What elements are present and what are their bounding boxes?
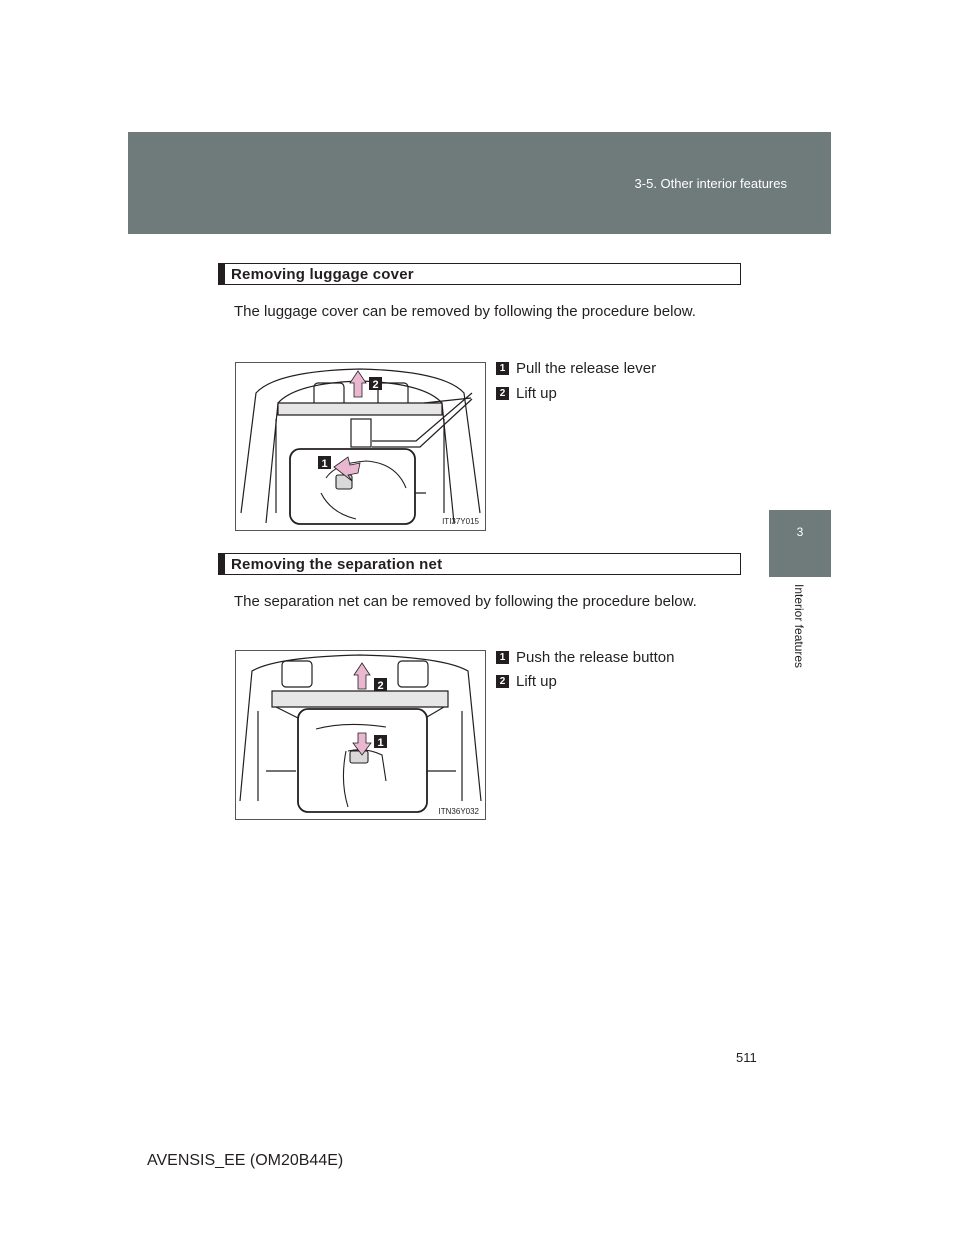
heading-bar	[219, 554, 225, 574]
step-2	[496, 673, 557, 690]
step-text: Lift up	[516, 385, 557, 402]
step-2	[496, 385, 557, 402]
step-text: Push the release button	[516, 649, 675, 666]
chapter-tab[interactable]	[769, 510, 831, 577]
step-1	[496, 649, 674, 666]
section-heading-luggage-cover	[218, 263, 741, 285]
heading-text: Removing the separation net	[231, 556, 443, 573]
luggage-cover-illustration	[236, 363, 485, 530]
section-body-luggage-cover: The luggage cover can be removed by following the procedure below.	[234, 303, 696, 320]
figure-luggage-cover	[235, 362, 486, 531]
heading-bar	[219, 264, 225, 284]
step-number-badge: 2	[496, 675, 509, 688]
svg-text:1: 1	[321, 458, 328, 470]
figure-separation-net	[235, 650, 486, 820]
page-number: 511	[736, 1050, 757, 1065]
section-title: 3-5. Other interior features	[634, 176, 787, 191]
step-number-badge: 2	[496, 387, 509, 400]
separation-net-illustration	[236, 651, 485, 819]
svg-text:2: 2	[377, 680, 384, 692]
section-heading-separation-net	[218, 553, 741, 575]
chapter-number: 3	[796, 525, 804, 539]
step-text: Pull the release lever	[516, 360, 657, 377]
step-number-badge: 1	[496, 651, 509, 664]
svg-text:2: 2	[372, 379, 379, 391]
step-text: Lift up	[516, 673, 557, 690]
chapter-title-text: Interior features	[792, 584, 806, 669]
step-number-badge: 1	[496, 362, 509, 375]
step-1	[496, 360, 656, 377]
svg-text:1: 1	[377, 737, 384, 749]
heading-text: Removing luggage cover	[231, 266, 414, 283]
manual-id: AVENSIS_EE (OM20B44E)	[147, 1152, 344, 1169]
figure-code: ITI37Y015	[442, 517, 479, 526]
section-body-separation-net: The separation net can be removed by following the procedure below.	[234, 593, 697, 610]
chapter-title	[792, 584, 808, 694]
figure-code: ITN36Y032	[438, 807, 479, 816]
header-band	[128, 132, 831, 234]
